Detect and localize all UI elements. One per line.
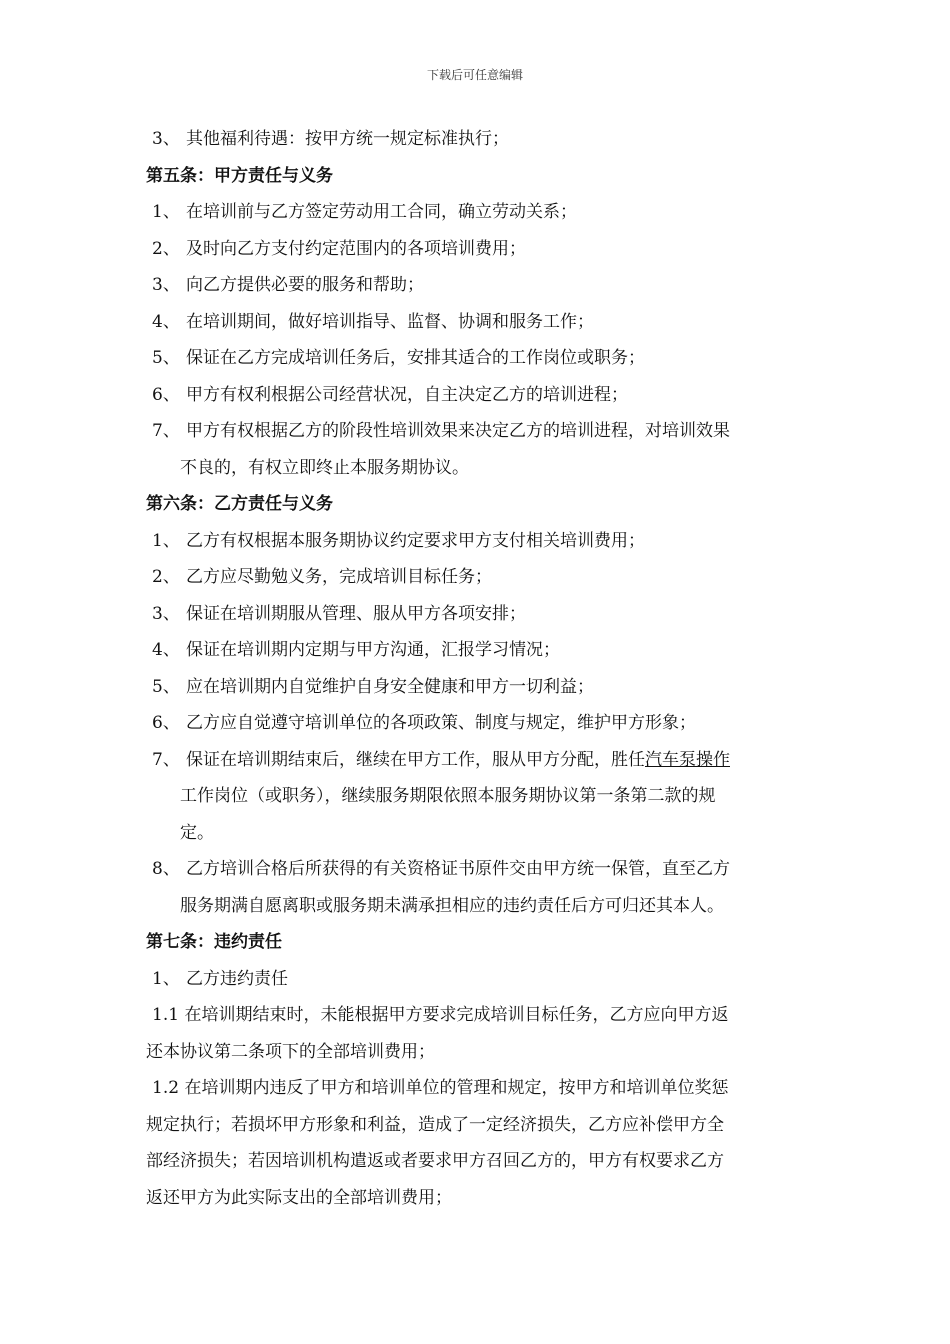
clause-text: 1.1 在培训期结束时，未能根据甲方要求完成培训目标任务，乙方应向甲方返: [152, 1005, 729, 1025]
item-number: 6、: [152, 384, 180, 405]
underlined-position: 汽车泵操作: [645, 749, 730, 770]
item-text: 乙方有权根据本服务期协议约定要求甲方支付相关培训费用；: [186, 530, 645, 551]
clause-text: 1.2 在培训期内违反了甲方和培训单位的管理和规定，按甲方和培训单位奖惩: [152, 1078, 729, 1098]
clause-continuation: 部经济损失；若因培训机构遣返或者要求甲方召回乙方的，甲方有权要求乙方: [146, 1151, 724, 1171]
item-number: 1、: [152, 202, 180, 222]
list-item: [146, 377, 800, 414]
item-number: 4、: [152, 640, 180, 660]
list-item: [146, 267, 800, 304]
list-item: [146, 340, 800, 377]
list-item-continuation: 定。: [180, 822, 214, 843]
item-number: 5、: [152, 676, 180, 697]
item-number: 7、: [152, 749, 180, 770]
item-text: 在培训期间，做好培训指导、监督、协调和服务工作；: [186, 311, 594, 332]
list-item: [146, 596, 800, 633]
list-item: [146, 705, 800, 742]
list-item: [146, 304, 800, 341]
list-item: [146, 632, 800, 669]
list-item: [146, 669, 800, 706]
clause-continuation: 返还甲方为此实际支出的全部培训费用；: [146, 1187, 452, 1208]
list-item: [146, 559, 800, 596]
section-heading-5: 第五条：甲方责任与义务: [146, 165, 333, 186]
item-text: 在培训前与乙方签定劳动用工合同，确立劳动关系；: [186, 202, 577, 222]
list-item: [146, 851, 800, 888]
list-item: [146, 523, 800, 560]
item-number: 2、: [152, 238, 180, 259]
item-number: 5、: [152, 348, 180, 368]
list-item: [146, 231, 800, 268]
clause-continuation: 规定执行；若损坏甲方形象和利益，造成了一定经济损失，乙方应补偿甲方全: [146, 1114, 724, 1135]
document-body: [146, 121, 800, 1216]
item-number: 1、: [152, 968, 180, 989]
item-number: 3、: [152, 275, 180, 295]
item-text: 及时向乙方支付约定范围内的各项培训费用；: [186, 238, 526, 259]
list-item: [146, 742, 800, 779]
item-number: 6、: [152, 713, 180, 733]
list-item: [146, 121, 800, 158]
list-item: [146, 413, 800, 450]
item-text: 保证在培训期结束后，继续在甲方工作，服从甲方分配，胜任: [186, 749, 645, 770]
list-item: [146, 961, 800, 998]
item-text: 乙方培训合格后所获得的有关资格证书原件交由甲方统一保管，直至乙方: [186, 859, 730, 879]
item-text: 保证在乙方完成培训任务后，安排其适合的工作岗位或职务；: [186, 348, 645, 368]
section-heading-6: 第六条：乙方责任与义务: [146, 494, 333, 514]
item-text: 向乙方提供必要的服务和帮助；: [186, 275, 424, 295]
page-header: 下载后可任意编辑: [426, 68, 523, 82]
item-number: 1、: [152, 530, 180, 551]
list-item-continuation: 服务期满自愿离职或服务期未满承担相应的违约责任后方可归还其本人。: [180, 895, 724, 916]
item-number: 7、: [152, 421, 180, 441]
item-number: 3、: [152, 129, 180, 149]
section-heading-7: 第七条：违约责任: [146, 932, 282, 952]
clause-continuation: 还本协议第二条项下的全部培训费用；: [146, 1041, 435, 1062]
item-text: 乙方应自觉遵守培训单位的各项政策、制度与规定，维护甲方形象；: [186, 713, 696, 733]
list-item-continuation: 不良的，有权立即终止本服务期协议。: [180, 457, 469, 478]
list-item: [146, 194, 800, 231]
item-number: 3、: [152, 603, 180, 624]
item-text: 乙方违约责任: [186, 968, 288, 989]
item-text: 保证在培训期内定期与甲方沟通，汇报学习情况；: [186, 640, 560, 660]
item-text: 甲方有权根据乙方的阶段性培训效果来决定乙方的培训进程，对培训效果: [186, 421, 730, 441]
item-text: 其他福利待遇：按甲方统一规定标准执行；: [186, 129, 509, 149]
item-text: 保证在培训期服从管理、服从甲方各项安排；: [186, 603, 526, 624]
list-item-continuation: 工作岗位（或职务），继续服务期限依照本服务期协议第一条第二款的规: [180, 786, 716, 806]
item-text: 应在培训期内自觉维护自身安全健康和甲方一切利益；: [186, 676, 594, 697]
item-number: 4、: [152, 311, 180, 332]
item-text: 乙方应尽勤勉义务，完成培训目标任务；: [186, 567, 492, 587]
item-number: 2、: [152, 567, 180, 587]
item-number: 8、: [152, 859, 180, 879]
item-text: 甲方有权利根据公司经营状况，自主决定乙方的培训进程；: [186, 384, 628, 405]
